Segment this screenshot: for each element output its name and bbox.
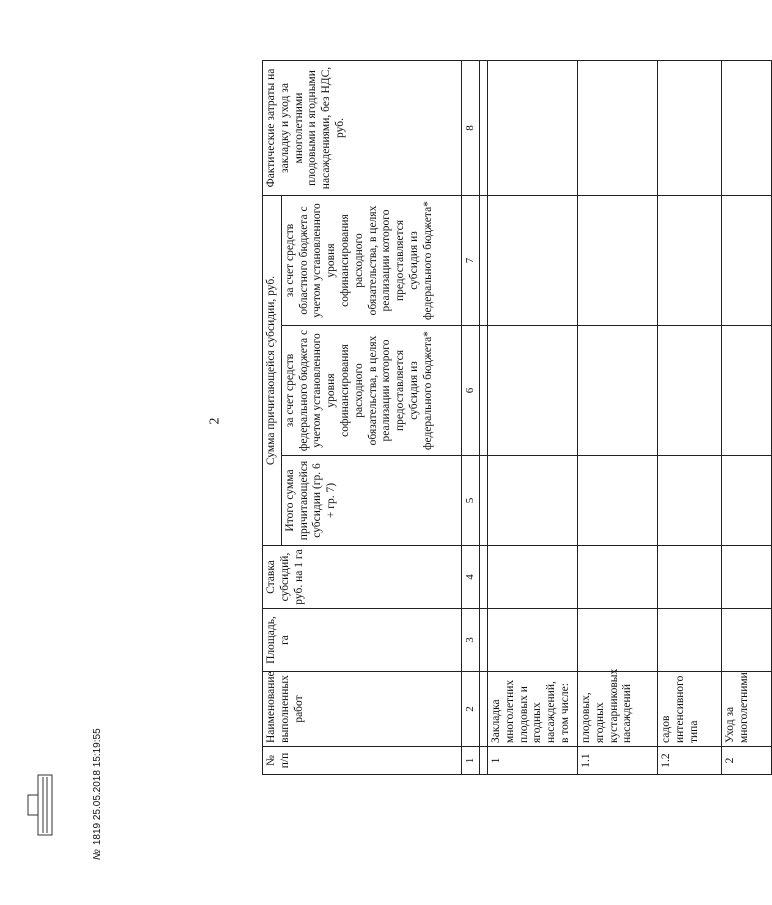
page-number: 2	[207, 417, 223, 425]
header-federal-budget: за счет средств федерального бюджета с учетом установленного уровня софинансирования расходного обязательства, в целях реализации которого предоставляется субсидия из федерального бюджета*	[281, 326, 461, 456]
col-number: 7	[461, 196, 479, 326]
row-number: 2	[721, 747, 771, 775]
row-name: плодовых, ягодных кустарниковых насаждений	[577, 672, 657, 747]
header-subsidy-group: Сумма причитающейся субсидии, руб.	[263, 196, 282, 546]
header-num: № п/п	[263, 747, 462, 775]
table-row	[487, 61, 577, 775]
col-number: 2	[461, 672, 479, 747]
rotated-table-container	[262, 61, 750, 775]
col-number: 1	[461, 747, 479, 775]
spacer-row	[479, 61, 487, 775]
table-row	[721, 61, 771, 775]
col-number: 8	[461, 61, 479, 196]
column-number-row	[461, 61, 479, 775]
header-area: Площадь, га	[263, 609, 462, 672]
col-number: 4	[461, 546, 479, 609]
registration-stamp-logo	[8, 700, 98, 860]
registration-stamp-text	[92, 620, 103, 860]
header-rate: Ставка субсидий, руб. на 1 га	[263, 546, 462, 609]
subsidy-table	[262, 60, 772, 775]
table-row	[657, 61, 721, 775]
col-number: 5	[461, 456, 479, 546]
header-actual-costs: Фактические затраты на закладку и уход за многолетними плодовыми и ягодными насаждениями, без НДС, руб.	[263, 61, 462, 196]
row-number: 1	[487, 747, 577, 775]
header-work-name: Наименование выполненных работ	[263, 672, 462, 747]
stamp-datetime: 25.05.2018 15:19:55	[92, 728, 103, 821]
row-number: 1.2	[657, 747, 721, 775]
row-name: садов интенсивного типа	[657, 672, 721, 747]
stamp-number-prefix: №	[92, 849, 103, 860]
col-number: 6	[461, 326, 479, 456]
row-name: Уход за многолетними	[721, 672, 771, 747]
header-total-subsidy: Итого сумма причитающейся субсидии (гр. 6 + гр. 7)	[281, 456, 461, 546]
header-regional-budget: за счет средств областного бюджета с учетом установленного уровня софинансирования расходного обязательства, в целях реализации которого предоставляется субсидия из федерального бюджета*	[281, 196, 461, 326]
col-number: 3	[461, 609, 479, 672]
row-number: 1.1	[577, 747, 657, 775]
row-name: Закладка многолетних плодовых и ягодных насаждений, в том числе:	[487, 672, 577, 747]
stamp-number: 1819	[92, 822, 103, 846]
table-row	[577, 61, 657, 775]
